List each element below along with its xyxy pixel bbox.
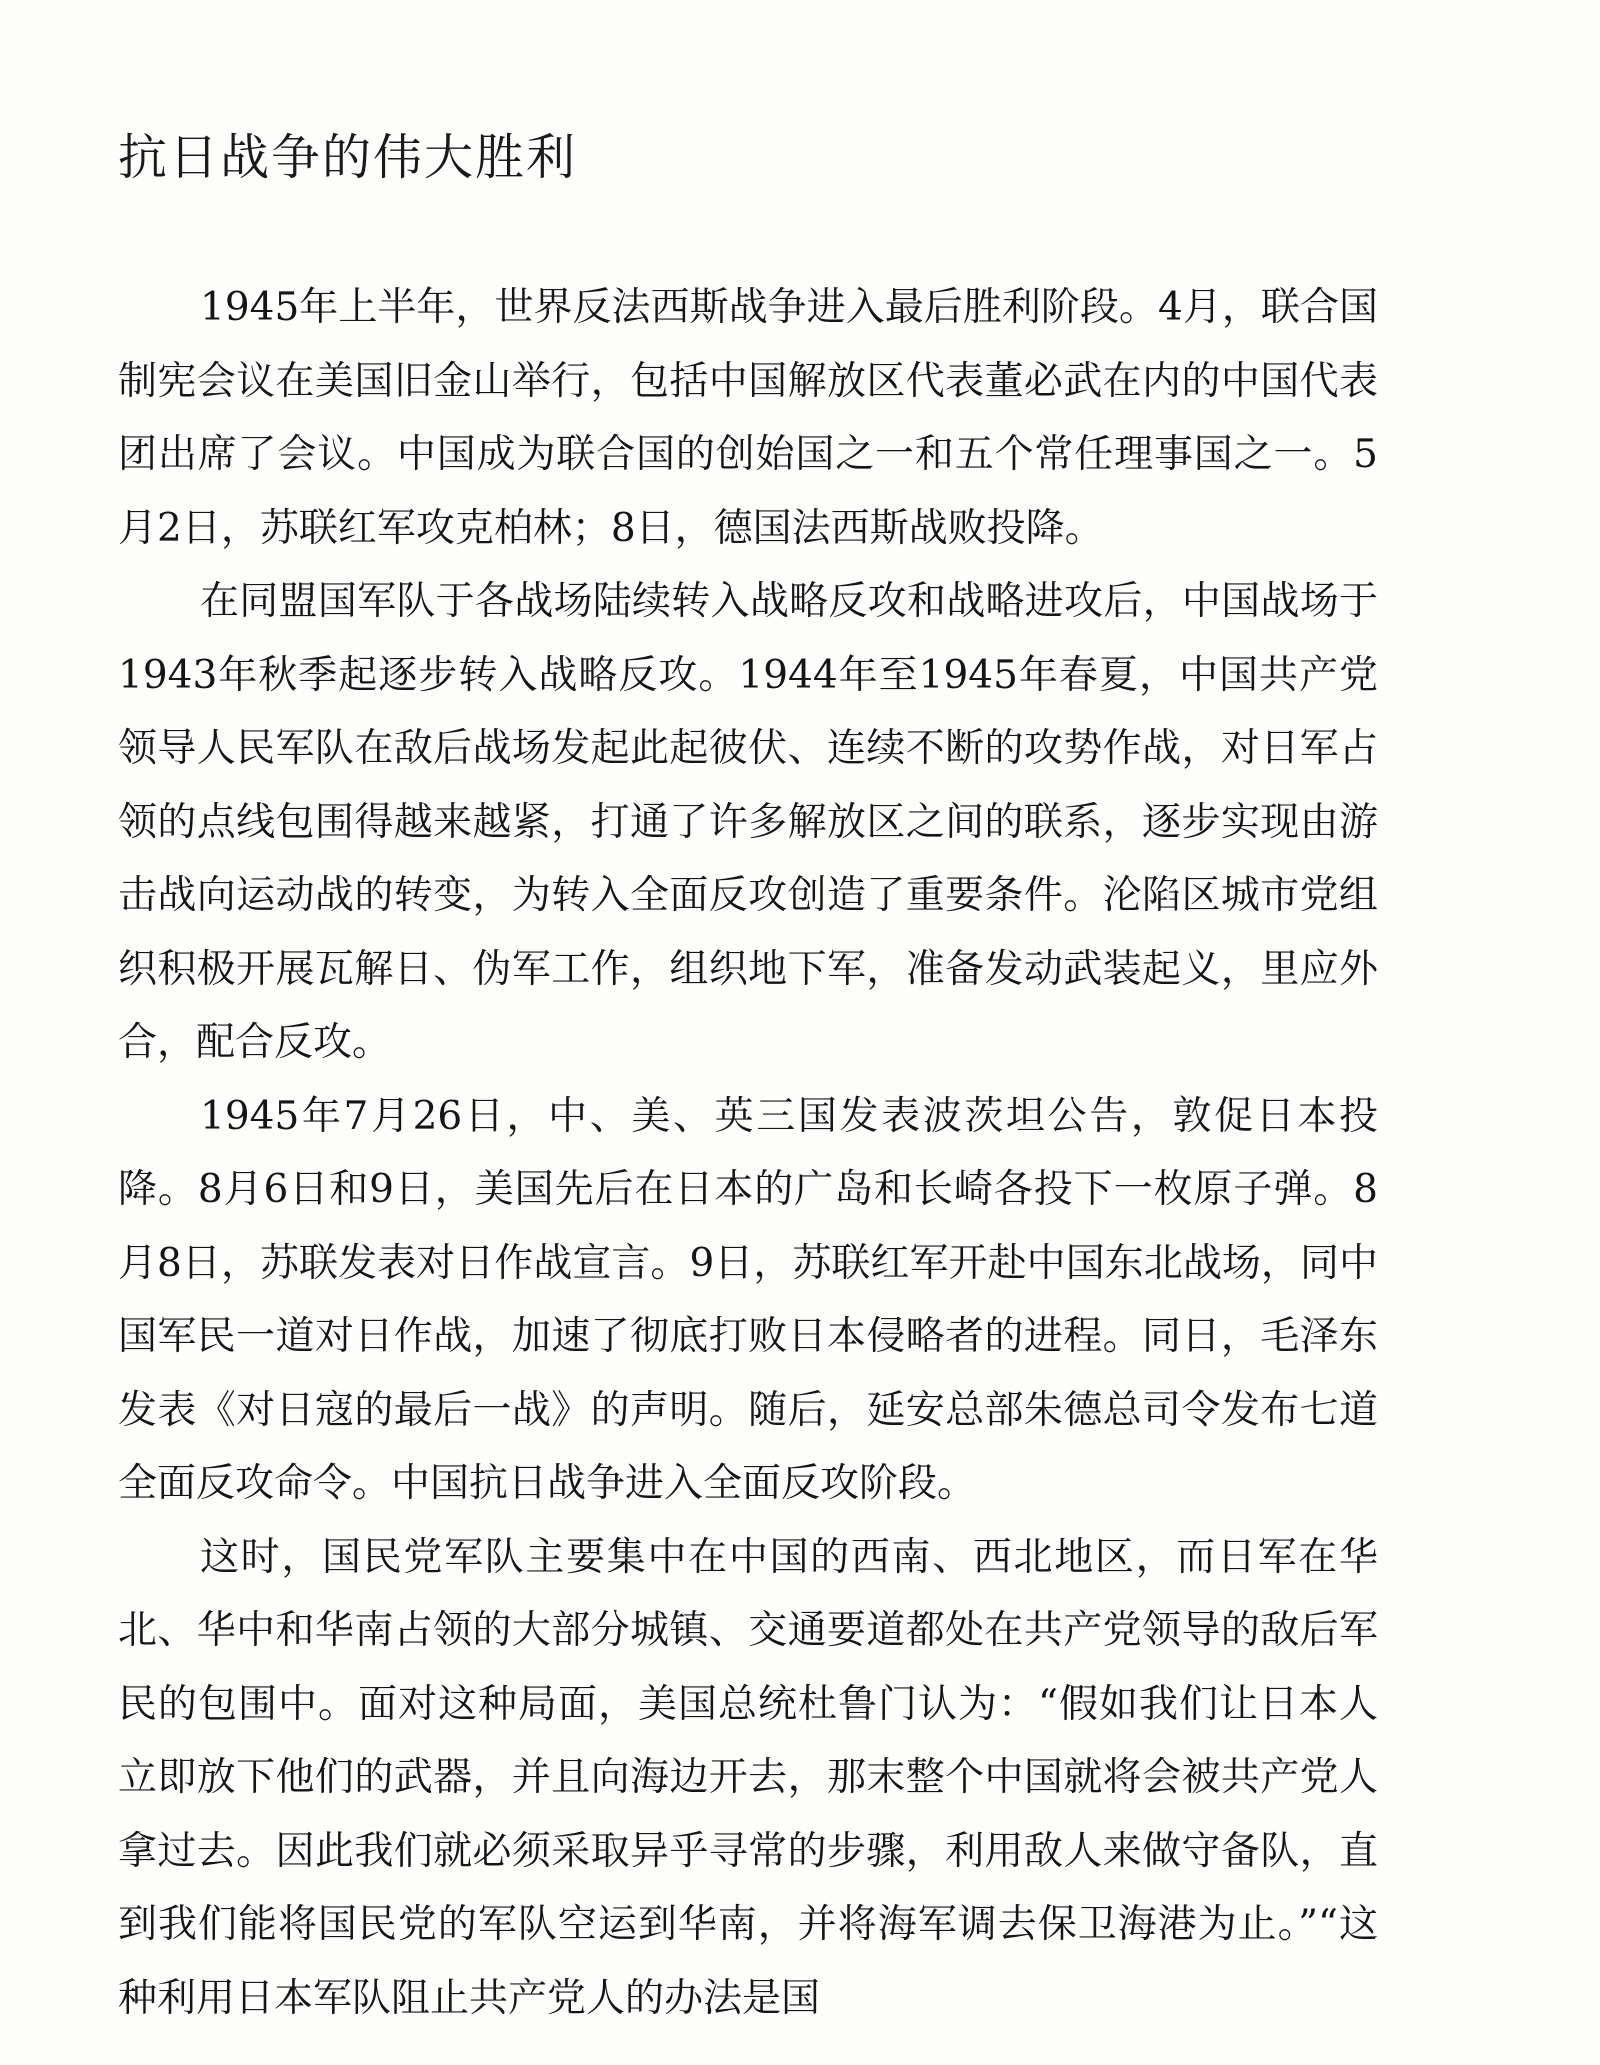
paragraph-3: 1945年7月26日，中、美、英三国发表波茨坦公告，敦促日本投降。8月6日和9日，美国先后在日本的广岛和长崎各投下一枚原子弹。8月8日，苏联发表对日作战宣言。9日，苏联红军开赴中国东北战场，同中国军民一道对日作战，加速了彻底打败日本侵略者的进程。同日，毛泽东发表《对日寇的最后一战》的声明。随后，延安总部朱德总司令发布七道全面反攻命令。中国抗日战争进入全面反攻阶段。 (118, 1093, 1378, 1506)
paragraph-1: 1945年上半年，世界反法西斯战争进入最后胜利阶段。4月，联合国制宪会议在美国旧金山举行，包括中国解放区代表董必武在内的中国代表团出席了会议。中国成为联合国的创始国之一和五个常任理事国之一。5月2日，苏联红军攻克柏林；8日，德国法西斯战败投降。 (118, 285, 1378, 551)
body-text (118, 271, 1378, 2035)
section-heading: 抗日战争的伟大胜利 (118, 129, 578, 186)
paragraph-4: 这时，国民党军队主要集中在中国的西南、西北地区，而日军在华北、华中和华南占领的大部分城镇、交通要道都处在共产党领导的敌后军民的包围中。面对这种局面，美国总统杜鲁门认为：“假如我们让日本人立即放下他们的武器，并且向海边开去，那末整个中国就将会被共产党人拿过去。因此我们就必须采取异乎寻常的步骤，利用敌人来做守备队，直到我们能将国民党的军队空运到华南，并将海军调去保卫海港为止。”“这种利用日本军队阻止共产党人的办法是国 (118, 1534, 1378, 2021)
paragraph-2: 在同盟国军队于各战场陆续转入战略反攻和战略进攻后，中国战场于1943年秋季起逐步转入战略反攻。1944年至1945年春夏，中国共产党领导人民军队在敌后战场发起此起彼伏、连续不断的攻势作战，对日军占领的点线包围得越来越紧，打通了许多解放区之间的联系，逐步实现由游击战向运动战的转变，为转入全面反攻创造了重要条件。沦陷区城市党组织积极开展瓦解日、伪军工作，组织地下军，准备发动武装起义，里应外合，配合反攻。 (118, 579, 1378, 1065)
